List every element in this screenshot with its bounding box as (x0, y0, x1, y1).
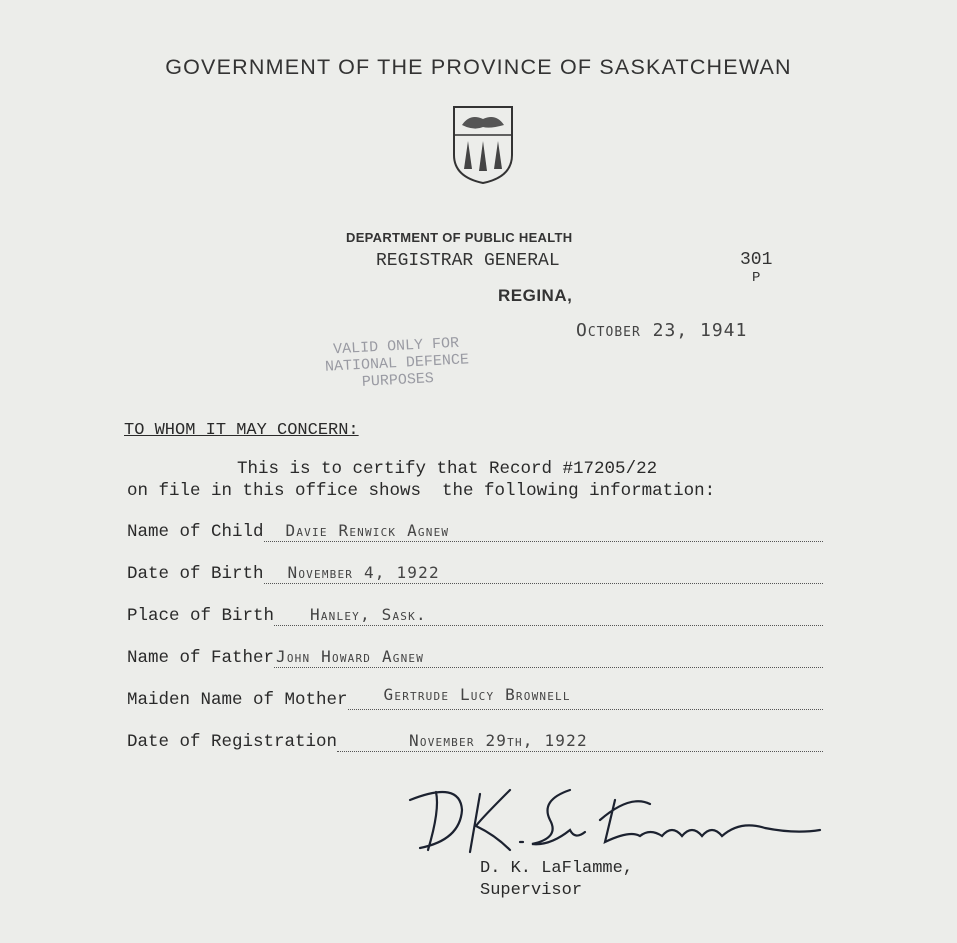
field-row-mother-maiden-name (127, 685, 823, 710)
field-label: Name of Father (127, 648, 275, 668)
file-number-suffix: P (752, 270, 761, 286)
field-value: November 4, 1922 (287, 563, 440, 582)
field-value: November 29th, 1922 (409, 731, 588, 750)
field-label: Date of Registration (127, 732, 338, 752)
supervisor-signature (400, 780, 830, 860)
field-label: Maiden Name of Mother (127, 690, 348, 710)
stamp-line: PURPOSES (361, 370, 435, 391)
government-heading: GOVERNMENT OF THE PROVINCE OF SASKATCHEWAN (165, 55, 792, 79)
field-value: Gertrude Lucy Brownell (383, 685, 571, 704)
field-value: John Howard Agnew (276, 647, 425, 666)
department-name: DEPARTMENT OF PUBLIC HEALTH (346, 230, 573, 245)
certification-text: on file in this office shows the following information: (127, 481, 716, 501)
issue-date: October 23, 1941 (576, 320, 748, 341)
field-label: Place of Birth (127, 606, 275, 626)
field-row-registration-date (127, 731, 823, 752)
field-value: Davie Renwick Agnew (285, 521, 450, 540)
certification-text: This is to certify that Record #17205/22 (237, 459, 658, 479)
validity-stamp (324, 334, 471, 392)
field-row-child-name (127, 521, 823, 542)
signatory (480, 858, 633, 902)
field-value: Hanley, Sask. (310, 605, 427, 624)
office-name: REGISTRAR GENERAL (376, 251, 560, 271)
stamp-line: NATIONAL DEFENCE (324, 351, 470, 376)
signatory-name: D. K. LaFlamme, (480, 859, 634, 878)
stamp-line: VALID ONLY FOR (332, 334, 460, 359)
city: REGINA, (498, 286, 573, 305)
field-row-birth-date (127, 563, 823, 584)
file-number (740, 251, 772, 287)
file-number-value: 301 (740, 250, 773, 270)
salutation: TO WHOM IT MAY CONCERN: (124, 421, 359, 440)
field-row-birth-place (127, 605, 823, 626)
field-label: Name of Child (127, 522, 264, 542)
signatory-title: Supervisor (480, 881, 583, 900)
field-row-father-name (127, 647, 823, 668)
saskatchewan-coat-of-arms-icon (450, 105, 516, 185)
field-label: Date of Birth (127, 564, 264, 584)
